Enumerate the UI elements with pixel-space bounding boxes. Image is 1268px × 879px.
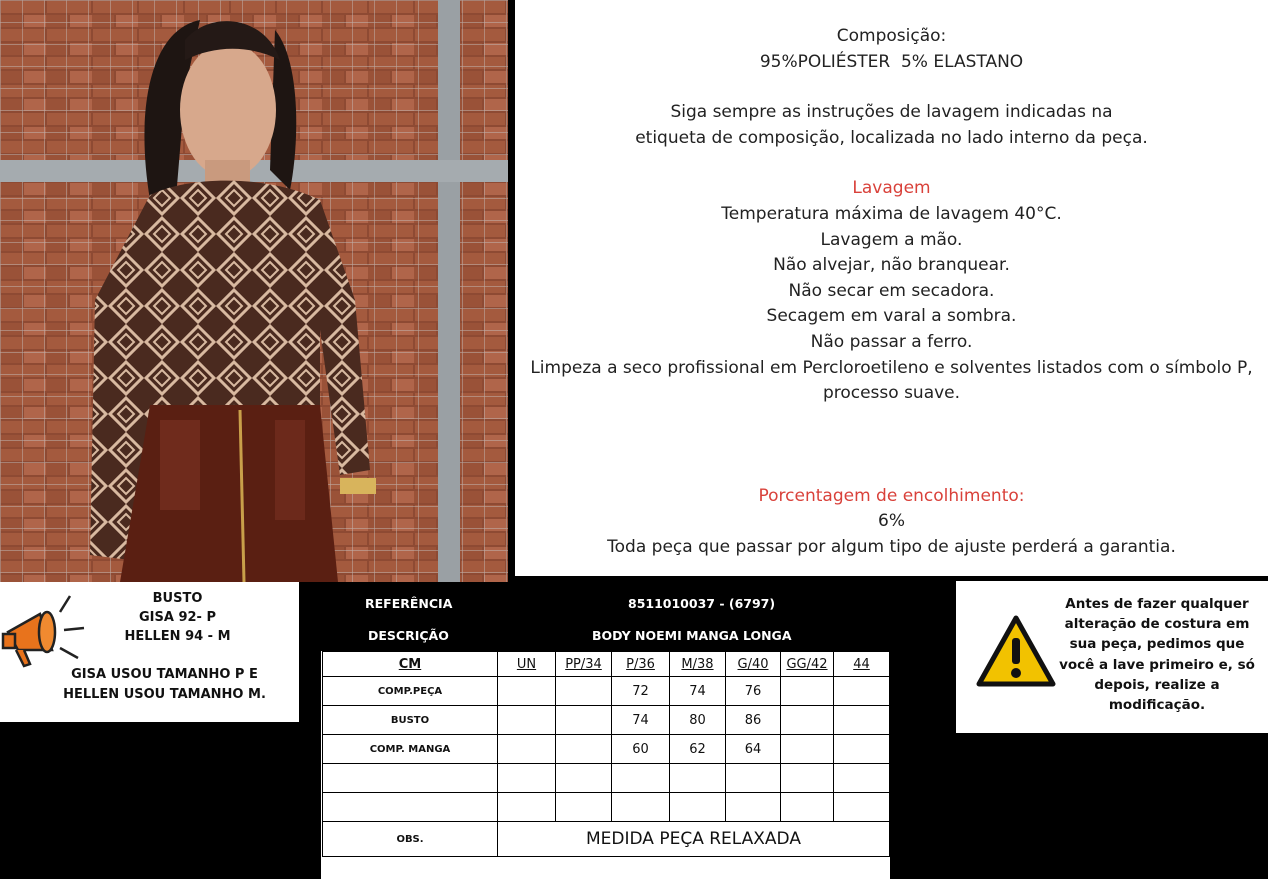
product-photo — [0, 0, 508, 582]
table-cell — [612, 764, 670, 793]
column-header: UN — [498, 652, 556, 677]
row-label: COMP. MANGA — [323, 735, 498, 764]
warning-text: Antes de fazer qualquer alteração de costura em sua peça, pedimos que você a lave primeiro e, só depois, realize a modificação. — [1059, 596, 1255, 714]
table-cell — [781, 735, 834, 764]
table-cell — [781, 677, 834, 706]
table-cell — [670, 793, 726, 822]
table-cell — [781, 793, 834, 822]
warning-icon — [975, 614, 1057, 688]
instructions-line-2: etiqueta de composição, localizada no lado interno da peça. — [635, 127, 1148, 148]
table-cell — [834, 677, 890, 706]
washing-item: Temperatura máxima de lavagem 40°C. — [721, 203, 1062, 224]
warranty-note: Toda peça que passar por algum tipo de ajuste perderá a garantia. — [607, 536, 1176, 557]
table-cell — [498, 735, 556, 764]
column-header: M/38 — [670, 652, 726, 677]
row-label: COMP.PEÇA — [323, 677, 498, 706]
column-header: 44 — [834, 652, 890, 677]
composition-value: 95%POLIÉSTER 5% ELASTANO — [759, 51, 1024, 72]
table-cell: 60 — [612, 735, 670, 764]
table-cell — [726, 764, 781, 793]
washing-item: Limpeza a seco profissional em Percloroetileno e solventes listados com o símbolo P, — [530, 357, 1253, 378]
row-label: BUSTO — [323, 706, 498, 735]
size-header-row — [323, 652, 890, 677]
callout-line: HELLEN 94 - M — [124, 629, 231, 644]
callout-line: GISA 92- P — [139, 610, 216, 625]
table-cell: 62 — [670, 735, 726, 764]
washing-item: Lavagem a mão. — [820, 229, 963, 250]
callout-line: GISA USOU TAMANHO P E — [71, 667, 258, 682]
table-cell — [781, 764, 834, 793]
washing-item: Não secar em secadora. — [788, 280, 995, 301]
table-row — [323, 793, 890, 822]
column-header: PP/34 — [556, 652, 612, 677]
table-cell — [498, 764, 556, 793]
table-cell — [556, 793, 612, 822]
reference-value: 8511010037 - (6797) — [628, 596, 776, 611]
obs-value: MEDIDA PEÇA RELAXADA — [498, 822, 890, 857]
washing-item: Secagem em varal a sombra. — [766, 306, 1017, 327]
washing-item: Não passar a ferro. — [810, 331, 973, 352]
table-cell — [781, 706, 834, 735]
row-label — [323, 764, 498, 793]
table-row — [323, 735, 890, 764]
table-cell — [556, 706, 612, 735]
description-label: DESCRIÇÃO — [368, 628, 449, 643]
table-cell: 64 — [726, 735, 781, 764]
column-header: G/40 — [726, 652, 781, 677]
alteration-warning — [956, 581, 1268, 733]
table-row — [323, 677, 890, 706]
table-cell: 80 — [670, 706, 726, 735]
table-row — [323, 764, 890, 793]
instructions-line-1: Siga sempre as instruções de lavagem indicadas na — [670, 102, 1113, 123]
column-header: CM — [323, 652, 498, 677]
description-row — [321, 619, 890, 651]
table-cell — [834, 764, 890, 793]
shrinkage-title: Porcentagem de encolhimento: — [758, 485, 1025, 506]
table-cell: 74 — [612, 706, 670, 735]
reference-label: REFERÊNCIA — [365, 596, 453, 611]
washing-title: Lavagem — [852, 178, 931, 199]
table-cell — [498, 793, 556, 822]
callout-line: BUSTO — [152, 591, 203, 606]
table-cell — [556, 677, 612, 706]
washing-item: Não alvejar, não branquear. — [773, 255, 1010, 276]
table-cell: 74 — [670, 677, 726, 706]
column-header: P/36 — [612, 652, 670, 677]
table-cell — [670, 764, 726, 793]
shrinkage-value: 6% — [878, 511, 905, 532]
table-row — [323, 706, 890, 735]
model-size-callout — [0, 582, 299, 722]
table-cell: 72 — [612, 677, 670, 706]
table-cell — [498, 706, 556, 735]
size-table — [321, 587, 890, 879]
table-cell — [498, 677, 556, 706]
table-cell — [726, 793, 781, 822]
obs-row — [323, 822, 890, 857]
description-value: BODY NOEMI MANGA LONGA — [592, 628, 792, 643]
table-cell — [834, 793, 890, 822]
reference-row — [321, 587, 890, 619]
care-info-panel — [515, 0, 1268, 576]
composition-title: Composição: — [836, 26, 947, 46]
row-label — [323, 793, 498, 822]
washing-item: processo suave. — [822, 383, 961, 404]
table-cell: 86 — [726, 706, 781, 735]
table-cell — [834, 735, 890, 764]
table-cell — [556, 764, 612, 793]
size-grid — [322, 651, 890, 857]
obs-label: OBS. — [323, 822, 498, 857]
column-header: GG/42 — [781, 652, 834, 677]
callout-line: HELLEN USOU TAMANHO M. — [63, 687, 266, 702]
table-cell — [612, 793, 670, 822]
table-cell: 76 — [726, 677, 781, 706]
table-cell — [834, 706, 890, 735]
table-cell — [556, 735, 612, 764]
